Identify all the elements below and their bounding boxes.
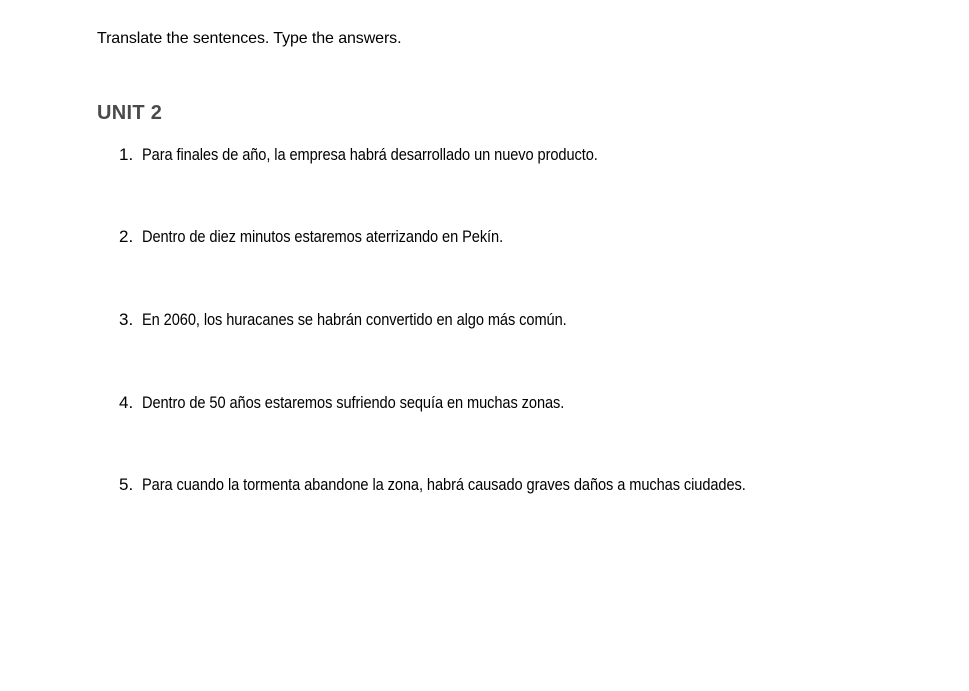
sentence-text: Dentro de 50 años estaremos sufriendo sequía en muchas zonas. — [142, 393, 565, 412]
unit-heading: UNIT 2 — [97, 102, 163, 124]
sentence-number: 5. — [119, 475, 134, 494]
sentence-item — [119, 145, 672, 167]
sentence-item — [119, 227, 562, 249]
sentence-text: En 2060, los huracanes se habrán convertido en algo más común. — [142, 310, 567, 329]
sentence-number: 1. — [119, 145, 134, 164]
sentence-item — [119, 475, 844, 497]
sentence-text: Para finales de año, la empresa habrá desarrollado un nuevo producto. — [142, 145, 598, 164]
sentence-item — [119, 393, 633, 415]
sentence-text: Dentro de diez minutos estaremos aterrizando en Pekín. — [142, 227, 504, 246]
sentence-number: 4. — [119, 393, 134, 412]
sentence-item — [119, 310, 636, 332]
sentence-text: Para cuando la tormenta abandone la zona, habrá causado graves daños a muchas ciudades. — [142, 475, 746, 494]
sentence-number: 3. — [119, 310, 134, 329]
sentence-number: 2. — [119, 227, 134, 246]
instruction-text: Translate the sentences. Type the answers. — [97, 30, 402, 47]
